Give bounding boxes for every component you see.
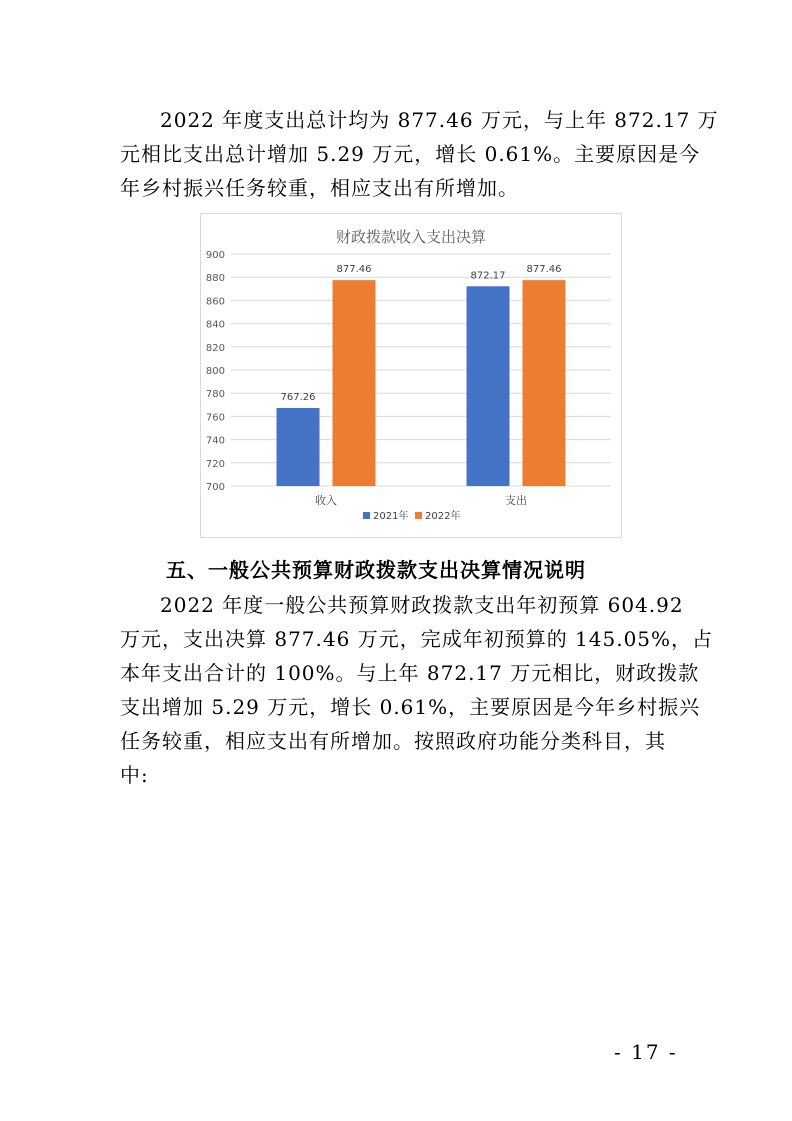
- text-line: 元相比支出总计增加 5.29 万元，增长 0.61%。主要原因是今: [120, 142, 701, 166]
- text-line: 中:: [120, 763, 149, 787]
- bar-2021年-收入: [277, 408, 320, 486]
- text-line: 万元，支出决算 877.46 万元，完成年初预算的 145.05%，占: [120, 627, 714, 651]
- bar-2021年-支出: [467, 286, 510, 486]
- y-tick-label: 740: [205, 435, 225, 447]
- x-tick-label: 收入: [315, 494, 337, 507]
- text-line: 2022 年度支出总计均为 877.46 万元，与上年 872.17 万: [160, 108, 719, 132]
- x-axis-ticks: [315, 493, 527, 507]
- paragraph-general-budget: [120, 588, 714, 792]
- y-tick-label: 900: [205, 250, 225, 261]
- y-tick-label: 840: [205, 319, 225, 331]
- section-heading: 五、一般公共预算财政拨款支出决算情况说明: [166, 558, 586, 582]
- chart-legend: [363, 509, 460, 522]
- text-line: 支出增加 5.29 万元，增长 0.61%，主要原因是今年乡村振兴: [120, 695, 701, 719]
- legend-swatch: [415, 512, 422, 519]
- y-tick-label: 820: [205, 342, 225, 354]
- y-tick-label: 700: [205, 482, 225, 493]
- bar-chart: [201, 214, 621, 537]
- data-label: 767.26: [280, 391, 316, 403]
- y-tick-label: 780: [205, 389, 225, 401]
- legend-label: 2022年: [425, 511, 461, 522]
- legend-swatch: [363, 512, 370, 519]
- bar-2022年-收入: [333, 280, 376, 486]
- data-label: 872.17: [470, 270, 506, 282]
- legend-label: 2021年: [373, 511, 409, 522]
- y-axis-ticks: [206, 250, 225, 493]
- data-label: 877.46: [526, 264, 562, 276]
- x-tick-label: 支出: [505, 494, 527, 507]
- y-tick-label: 880: [205, 273, 225, 285]
- chart-title: 财政拨款收入支出决算: [335, 228, 487, 246]
- y-tick-label: 760: [205, 412, 225, 424]
- y-tick-label: 860: [205, 296, 225, 308]
- chart-bars: [277, 280, 566, 486]
- bar-2022年-支出: [523, 280, 566, 486]
- y-tick-label: 800: [205, 366, 225, 377]
- data-labels: [281, 264, 562, 403]
- y-tick-label: 720: [205, 458, 225, 470]
- data-label: 877.46: [336, 264, 372, 276]
- page-number: - 17 -: [614, 1040, 678, 1064]
- chart-container: [200, 213, 622, 538]
- text-line: 2022 年度一般公共预算财政拨款支出年初预算 604.92: [160, 593, 684, 617]
- text-line: 任务较重，相应支出有所增加。按照政府功能分类科目，其: [120, 729, 666, 753]
- text-line: 年乡村振兴任务较重，相应支出有所增加。: [120, 176, 519, 200]
- paragraph-expenditure-summary: [120, 103, 719, 205]
- text-line: 本年支出合计的 100%。与上年 872.17 万元相比，财政拨款: [120, 661, 700, 685]
